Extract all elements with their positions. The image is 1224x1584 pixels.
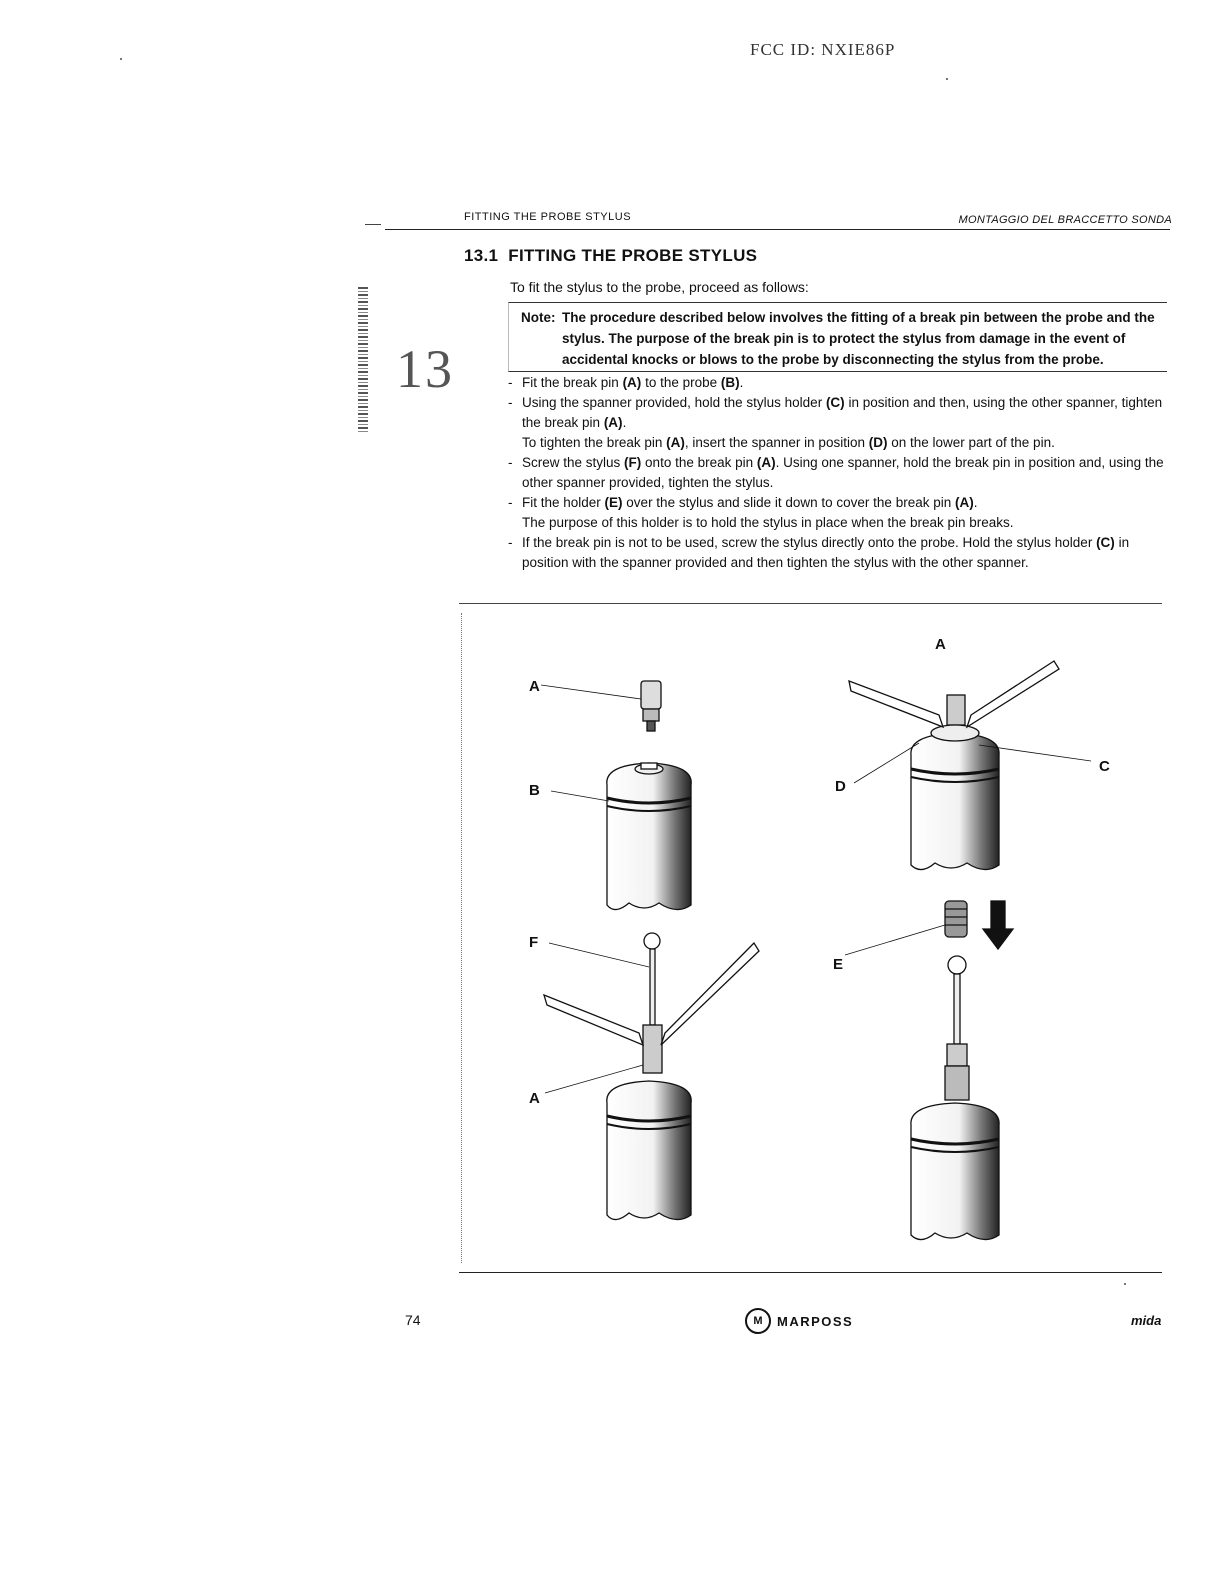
chapter-tab-marks — [358, 287, 368, 432]
label-c: C — [1099, 758, 1110, 775]
header-tick — [365, 224, 381, 225]
marposs-logo — [745, 1308, 853, 1334]
label-b: B — [529, 782, 540, 799]
page-number: 74 — [405, 1312, 421, 1328]
step-4: - Fit the holder (E) over the stylus and slide it down to cover the break pin (A). The purpose of this holder is to hold the stylus in place when the break pin breaks. — [508, 493, 1170, 533]
label-a3: A — [935, 636, 946, 653]
label-f: F — [529, 934, 539, 951]
header-right-title: MONTAGGIO DEL BRACCETTO SONDA — [958, 214, 1172, 226]
scan-speck — [1124, 1283, 1126, 1285]
fcc-id: FCC ID: NXIE86P — [750, 40, 896, 59]
probe-body-lower-right — [911, 956, 999, 1240]
label-a2: A — [529, 1090, 540, 1107]
step-2-detail: To tighten the break pin (A), insert the spanner in position (D) on the lower part of the pin. — [522, 435, 1055, 450]
step-5: - If the break pin is not to be used, screw the stylus directly onto the probe. Hold the stylus holder (C) in position with the spanner provided and then tighten the stylus with the other spanner. — [508, 535, 1130, 570]
scan-speck — [946, 78, 948, 80]
step-2: - Using the spanner provided, hold the stylus holder (C) in position and then, using the other spanner, tighten the break pin (A). To tighten the break pin (A), insert the spanner in position (D) on the lower part of the pin. — [508, 393, 1170, 453]
assembly-figure — [459, 603, 1165, 1273]
marposs-logo-icon: M — [745, 1308, 771, 1334]
note — [521, 307, 1161, 370]
figure-top-rule — [459, 603, 1162, 604]
label-a1: A — [529, 678, 540, 695]
section-title — [464, 246, 757, 266]
step-4-detail: The purpose of this holder is to hold the stylus in place when the break pin breaks. — [522, 515, 1014, 530]
down-arrow-icon — [983, 901, 1013, 949]
steps-list — [508, 373, 1170, 573]
section-number: 13.1 — [464, 246, 499, 265]
product-name: mida — [1131, 1313, 1162, 1328]
figure-left-rule — [461, 613, 462, 1263]
holder-e — [945, 901, 967, 937]
label-d: D — [835, 778, 846, 795]
scan-speck — [120, 58, 122, 60]
brand-name: MARPOSS — [777, 1313, 854, 1329]
step-1: - Fit the break pin (A) to the probe (B). — [508, 375, 744, 390]
probe-body-lower-left — [607, 1081, 691, 1220]
note-box — [508, 302, 1167, 372]
header-rule — [385, 229, 1170, 230]
header-left-title: FITTING THE PROBE STYLUS — [464, 211, 632, 223]
probe-body-upper-right — [911, 695, 999, 870]
section-title-text: FITTING THE PROBE STYLUS — [508, 246, 758, 265]
note-text: The procedure described below involves the fitting of a break pin between the probe and the stylus. The purpose of the break pin is to protect the stylus from damage in the event of accidental knocks or blows to the probe by disconnecting the stylus from the probe. — [562, 310, 1155, 367]
label-e: E — [833, 956, 844, 973]
note-label: Note: — [521, 310, 556, 325]
assembly-illustration — [459, 603, 1165, 1273]
probe-body-b — [607, 763, 691, 910]
break-pin-a — [641, 681, 661, 731]
chapter-number: 13 — [396, 339, 454, 399]
figure-bottom-rule — [459, 1272, 1162, 1273]
stylus-f — [643, 933, 662, 1073]
intro-text: To fit the stylus to the probe, proceed as follows: — [510, 279, 809, 295]
step-3: - Screw the stylus (F) onto the break pin (A). Using one spanner, hold the break pin in position and, using the other spanner provided, tighten the stylus. — [508, 455, 1164, 490]
